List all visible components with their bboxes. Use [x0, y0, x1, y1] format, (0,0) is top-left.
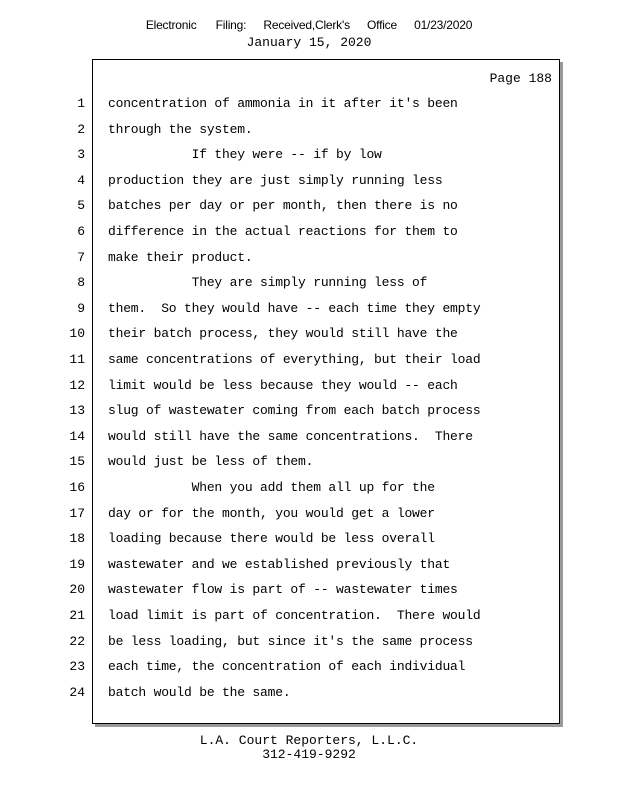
line-text: each time, the concentration of each individual — [108, 659, 466, 674]
filing-stamp-electronic: Electronic — [145, 18, 197, 32]
footer-company: L.A. Court Reporters, L.L.C. — [199, 733, 419, 748]
line-number: 13 — [69, 403, 85, 418]
filing-stamp-filing: Filing: — [215, 18, 247, 32]
line-number: 18 — [69, 531, 85, 546]
line-number: 17 — [69, 506, 85, 521]
hearing-date: January 15, 2020 — [246, 35, 372, 50]
line-text: their batch process, they would still have the — [108, 326, 458, 341]
line-number: 2 — [77, 122, 85, 137]
line-text: be less loading, but since it's the same process — [108, 634, 473, 649]
line-text: make their product. — [108, 250, 253, 265]
line-text: loading because there would be less overall — [108, 531, 435, 546]
line-text: batch would be the same. — [108, 685, 291, 700]
line-text: When you add them all up for the — [108, 480, 435, 495]
line-number: 7 — [77, 250, 85, 265]
filing-stamp-date: 01/23/2020 — [414, 18, 473, 32]
footer-phone: 312-419-9292 — [262, 747, 356, 762]
line-number: 15 — [69, 454, 85, 469]
line-number: 10 — [69, 326, 85, 341]
filing-stamp-office: Office — [367, 18, 397, 32]
line-number: 14 — [69, 429, 85, 444]
line-text: They are simply running less of — [108, 275, 428, 290]
filing-stamp-received: Received,Clerk's — [263, 18, 350, 32]
line-number: 24 — [69, 685, 85, 700]
line-number: 9 — [77, 301, 85, 316]
line-number: 6 — [77, 224, 85, 239]
line-text: difference in the actual reactions for them to — [108, 224, 458, 239]
line-text: wastewater flow is part of -- wastewater times — [108, 582, 458, 597]
page-number: Page 188 — [489, 71, 552, 86]
line-text: would still have the same concentrations. There — [108, 429, 473, 444]
line-number: 1 — [77, 96, 85, 111]
filing-stamp — [0, 18, 618, 32]
line-number: 20 — [69, 582, 85, 597]
line-text: wastewater and we established previously that — [108, 557, 451, 572]
line-number: 21 — [69, 608, 85, 623]
line-text: batches per day or per month, then there is no — [108, 198, 458, 213]
line-number: 16 — [69, 480, 85, 495]
line-text: through the system. — [108, 122, 253, 137]
line-number: 12 — [69, 378, 85, 393]
line-text: limit would be less because they would -- each — [108, 378, 458, 393]
line-text: same concentrations of everything, but their load — [108, 352, 481, 367]
line-number: 22 — [69, 634, 85, 649]
line-text: concentration of ammonia in it after it's been — [108, 96, 458, 111]
line-text: them. So they would have -- each time they empty — [108, 301, 481, 316]
line-number: 4 — [77, 173, 85, 188]
line-number: 11 — [69, 352, 85, 367]
line-number: 8 — [77, 275, 85, 290]
line-number: 3 — [77, 147, 85, 162]
line-number: 23 — [69, 659, 85, 674]
line-text: If they were -- if by low — [108, 147, 382, 162]
line-text: day or for the month, you would get a lower — [108, 506, 435, 521]
line-text: load limit is part of concentration. There would — [108, 608, 481, 623]
line-number: 5 — [77, 198, 85, 213]
line-text: production they are just simply running less — [108, 173, 443, 188]
line-number: 19 — [69, 557, 85, 572]
line-text: would just be less of them. — [108, 454, 314, 469]
line-text: slug of wastewater coming from each batch process — [108, 403, 481, 418]
